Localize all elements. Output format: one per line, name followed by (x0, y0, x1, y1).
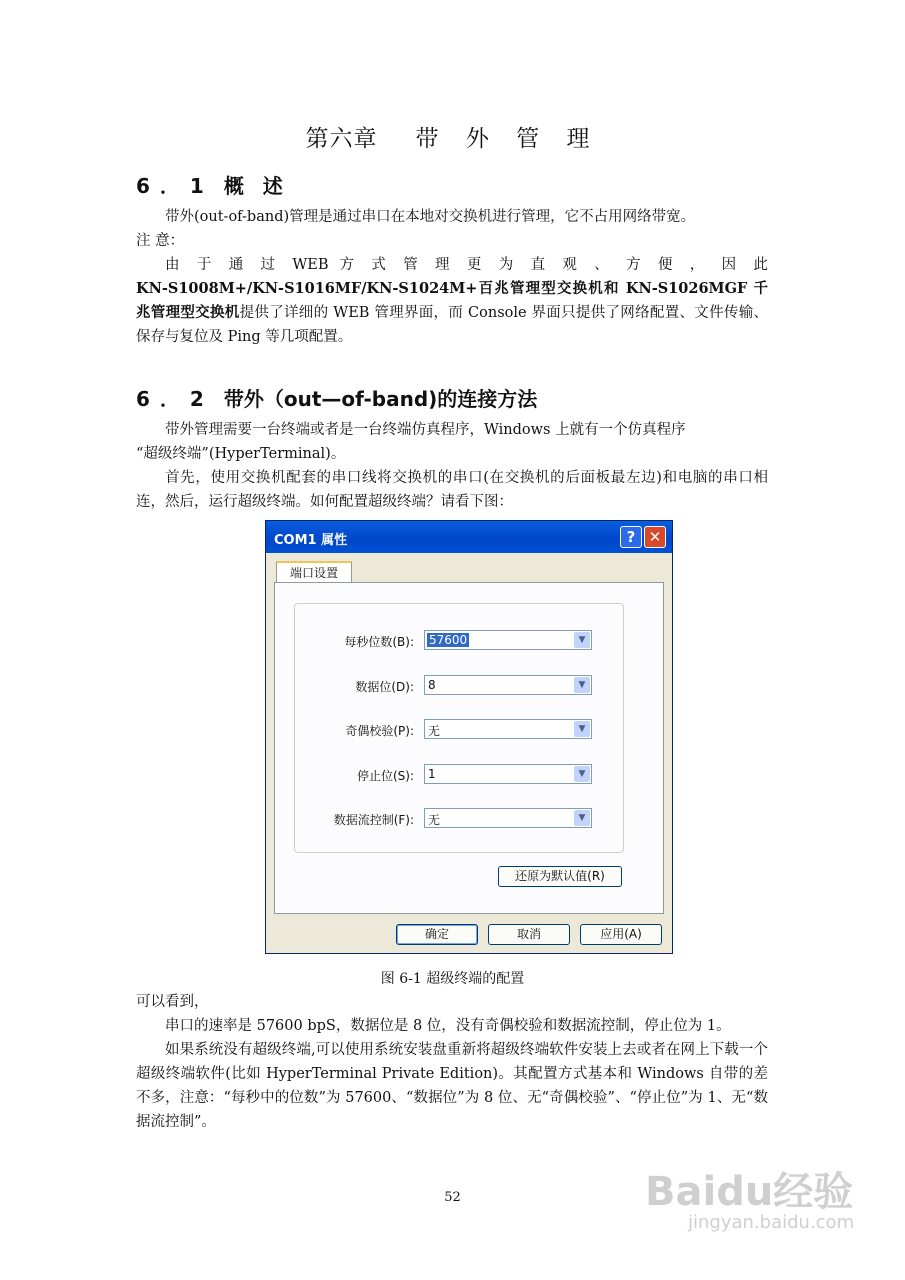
model-names: KN-S1008M+/KN-S1016MF/KN-S1024M+百兆管理型交换机和 KN-S1026MGF 千兆管理型交换机 (136, 280, 768, 321)
stop-bits-select[interactable] (424, 764, 592, 784)
select-value: 无 (428, 813, 441, 827)
section-number: 6．1 (136, 174, 214, 198)
help-icon[interactable]: ? (620, 526, 642, 548)
section-number: 6．2 (136, 387, 214, 411)
chevron-down-icon[interactable]: ▼ (574, 721, 590, 737)
chapter-label: 第六章 (305, 126, 378, 152)
stop-bits-label: 停止位(S): (356, 769, 414, 783)
select-value: 8 (428, 678, 436, 692)
restore-defaults-button[interactable]: 还原为默认值(R) (498, 866, 622, 887)
note-label: 注 意： (136, 233, 185, 249)
paragraph: 带外(out-of-band)管理是通过串口在本地对交换机进行管理，它不占用网络带宽。 (165, 209, 696, 225)
flow-control-label: 数据流控制(F): (333, 813, 414, 827)
com1-properties-dialog (265, 520, 673, 954)
section-title: 带外（out—of-band)的连接方法 (223, 387, 538, 411)
parity-label: 奇偶校验(P): (345, 724, 414, 738)
tab-port-settings[interactable]: 端口设置 (276, 561, 352, 583)
chevron-down-icon[interactable]: ▼ (574, 810, 590, 826)
paragraph: 可以看到， (136, 994, 209, 1010)
note-line: 由 于 通 过 WEB 方 式 管 理 更 为 直 观 、 方 便 ， 因 此 (165, 257, 768, 273)
bits-per-second-select[interactable] (424, 630, 592, 650)
paragraph: 首先，使用交换机配套的串口线将交换机的串口(在交换机的后面板最左边)和电脑的串口相连，然后，运行超级终端。如何配置超级终端？请看下图： (136, 470, 768, 510)
dialog-titlebar (266, 521, 672, 553)
paragraph: 串口的速率是 57600 bpS，数据位是 8 位，没有奇偶校验和数据流控制，停止位为 1。 (165, 1018, 731, 1034)
apply-button[interactable]: 应用(A) (580, 924, 662, 945)
close-icon[interactable]: ✕ (644, 526, 666, 548)
chapter-title (0, 120, 905, 153)
paragraph: “超级终端”(HyperTerminal)。 (136, 446, 346, 462)
section-heading-6-2 (136, 383, 537, 412)
select-value: 1 (428, 767, 436, 781)
page-number: 52 (444, 1190, 461, 1205)
chevron-down-icon[interactable]: ▼ (574, 677, 590, 693)
chapter-name: 带 外 管 理 (415, 126, 600, 152)
watermark-logo: Baidu经验 (645, 1169, 854, 1215)
paragraph: 如果系统没有超级终端,可以使用系统安装盘重新将超级终端软件安装上去或者在网上下载一个超级终端软件(比如 HyperTerminal Private Edition)。其配置方式基本和 Windows 自带的差不多，注意：“每秒中的位数”为 57600、“数据位”为 8 位、无“奇偶校验”、“停止位”为 1、无“数据流控制”。 (136, 1042, 768, 1130)
data-bits-label: 数据位(D): (355, 680, 414, 694)
watermark-url: jingyan.baidu.com (688, 1212, 855, 1233)
ok-button[interactable]: 确定 (396, 924, 478, 945)
section-title: 概 述 (223, 174, 289, 198)
data-bits-select[interactable] (424, 675, 592, 695)
note-text: 提供了详细的 WEB 管理界面，而 Console 界面只提供了网络配置、文件传输、保存与复位及 Ping 等几项配置。 (136, 305, 768, 345)
dialog-title: COM1 属性 (274, 533, 348, 548)
note-paragraph (136, 277, 768, 349)
chevron-down-icon[interactable]: ▼ (574, 632, 590, 648)
parity-select[interactable] (424, 719, 592, 739)
select-value: 57600 (429, 633, 468, 647)
figure-caption: 图 6-1 超级终端的配置 (380, 971, 525, 987)
select-value: 无 (428, 724, 441, 738)
cancel-button[interactable]: 取消 (488, 924, 570, 945)
chevron-down-icon[interactable]: ▼ (574, 766, 590, 782)
paragraph: 带外管理需要一台终端或者是一台终端仿真程序，Windows 上就有一个仿真程序 (165, 422, 686, 438)
bits-per-second-label: 每秒位数(B): (344, 635, 414, 649)
flow-control-select[interactable] (424, 808, 592, 828)
section-heading-6-1 (136, 170, 289, 199)
